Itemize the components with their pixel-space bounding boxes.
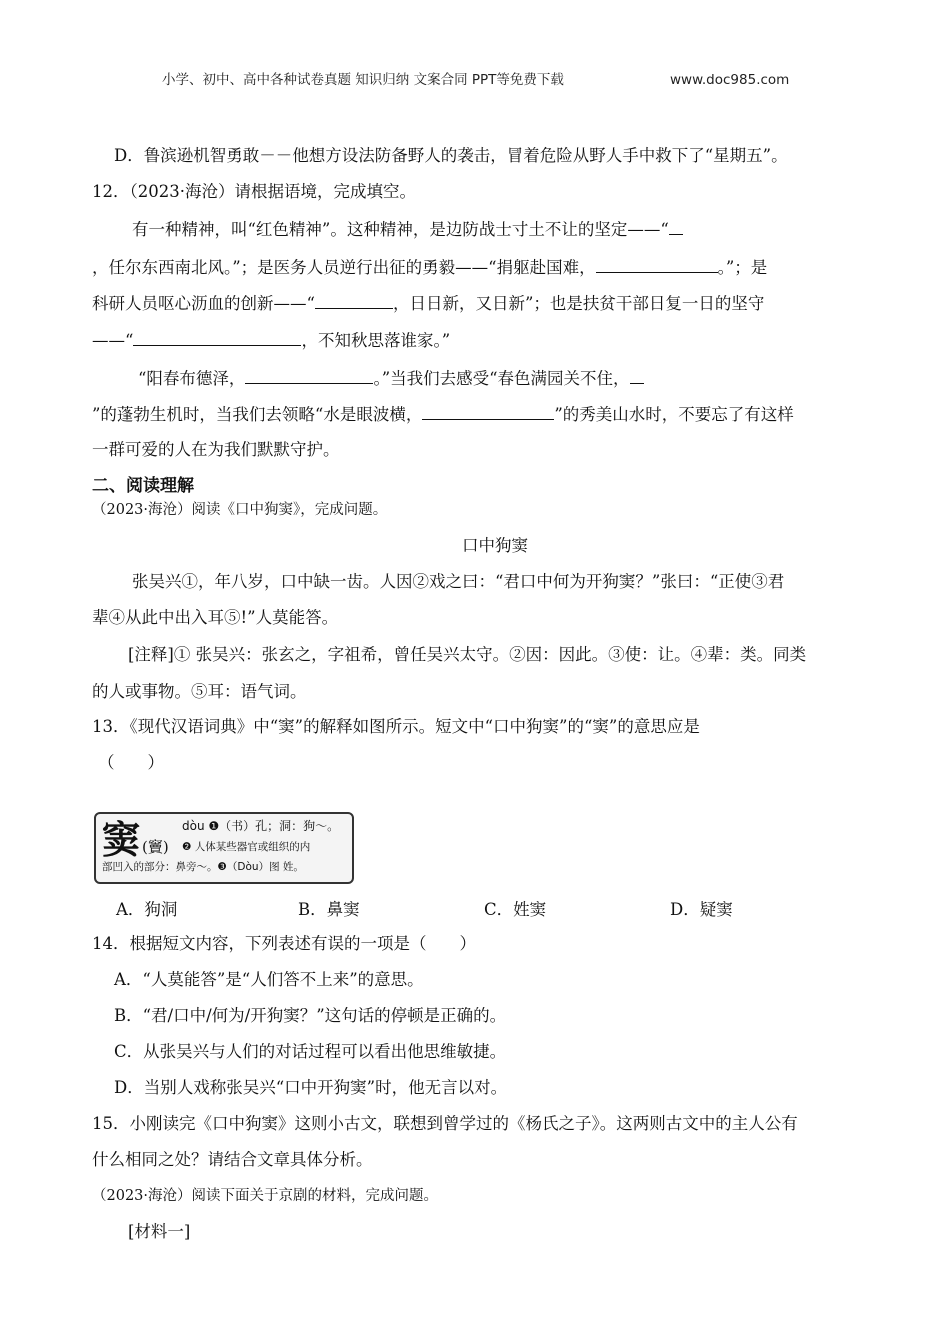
blank-6[interactable] (630, 367, 644, 384)
blank-3[interactable] (315, 292, 393, 309)
q13-option-b[interactable]: B．鼻窦 (298, 900, 360, 919)
blank-7[interactable] (422, 403, 554, 420)
dict-line2: ❷ 人体某些器官或组织的内 (182, 841, 311, 853)
q13-option-d[interactable]: D．疑窦 (670, 900, 733, 919)
q12-line7: 一群可爱的人在为我们默默守护。 (92, 440, 340, 459)
dict-char: 窦 (102, 817, 141, 862)
header-url: www.doc985.com (670, 72, 790, 88)
section-heading: 二、阅读理解 (92, 476, 194, 496)
q12-line2 (92, 256, 767, 278)
note-line2: 的人或事物。⑤耳：语气词。 (92, 682, 307, 701)
q12-line5 (138, 367, 644, 389)
q14-option-c[interactable]: C．从张吴兴与人们的对话过程可以看出他思维敏捷。 (114, 1042, 507, 1061)
q15-line2: 什么相同之处？请结合文章具体分析。 (92, 1150, 373, 1169)
q13-option-a[interactable]: A．狗洞 (116, 900, 178, 919)
q12-line1 (132, 218, 683, 240)
passage-line1: 张吴兴①，年八岁，口中缺一齿。人因②戏之曰：“君口中何为开狗窦？”张曰：“正使③君 (132, 572, 785, 591)
note-line1: [注释]① 张吴兴：张玄之，字祖希，曾任吴兴太守。②因：因此。③使：让。④辈：类。同类 (128, 645, 807, 664)
q12-line3 (92, 292, 764, 314)
q12-text: 。”当我们去感受“春色满园关不住， (373, 369, 630, 388)
q12-text: 有一种精神，叫“红色精神”。这种精神，是边防战士寸土不让的坚定——“ (132, 220, 669, 239)
q12-text: ”的秀美山水时，不要忘了有这样 (554, 405, 794, 424)
blank-4[interactable] (133, 329, 301, 346)
q15-line1: 15．小刚读完《口中狗窦》这则小古文，联想到曾学过的《杨氏之子》。这两则古文中的主人公有 (92, 1114, 798, 1133)
q14-option-d[interactable]: D．当别人戏称张吴兴“口中开狗窦”时，他无言以对。 (114, 1078, 508, 1097)
q12-text: 科研人员呕心沥血的创新——“ (92, 294, 315, 313)
passage-line2: 辈④从此中出入耳⑤!”人莫能答。 (92, 608, 339, 627)
header-text: 小学、初中、高中各种试卷真题 知识归纳 文案合同 PPT等免费下载 (162, 72, 564, 88)
q12-line6 (92, 403, 794, 425)
blank-5[interactable] (245, 367, 373, 384)
q13-paren: （ ） (98, 753, 164, 772)
q12-text: ，不知秋思落谁家。” (301, 331, 451, 350)
q12-text: “阳春布德泽， (138, 369, 246, 388)
q14-stem: 14．根据短文内容，下列表述有误的一项是（ ） (92, 934, 476, 953)
q11-option-d: D．鲁滨逊机智勇敢－－他想方设法防备野人的袭击，冒着危险从野人手中救下了“星期五”。 (114, 146, 788, 165)
q12-text: ，任尔东西南北风。”；是医务人员逆行出征的勇毅——“捐躯赴国难， (92, 258, 596, 277)
material-label: [材料一] (128, 1222, 191, 1241)
passage-title: 口中狗窦 (462, 536, 528, 555)
q12-text: ——“ (92, 331, 134, 350)
q12-line4 (92, 329, 450, 351)
section3-intro: （2023·海沧）阅读下面关于京剧的材料，完成问题。 (92, 1188, 439, 1204)
q14-option-b[interactable]: B．“君/口中/何为/开狗窦？”这句话的停顿是正确的。 (114, 1006, 507, 1025)
dict-line3: 部凹入的部分：鼻旁～。❸（Dòu）图 姓。 (102, 861, 304, 873)
q12-title: 12．（2023·海沧）请根据语境，完成填空。 (92, 182, 416, 201)
q12-text: ，日日新，又日新”；也是扶贫干部日复一日的坚守 (392, 294, 765, 313)
q14-option-a[interactable]: A．“人莫能答”是“人们答不上来”的意思。 (114, 970, 424, 989)
blank-1[interactable] (669, 218, 683, 235)
dict-trad: (竇) (142, 838, 169, 856)
section-intro: （2023·海沧）阅读《口中狗窦》，完成问题。 (92, 502, 388, 518)
q13-stem: 13．《现代汉语词典》中“窦”的解释如图所示。短文中“口中狗窦”的“窦”的意思应是 (92, 717, 700, 736)
q12-text: ”的蓬勃生机时，当我们去领略“水是眼波横， (92, 405, 423, 424)
blank-2[interactable] (596, 256, 718, 273)
dict-line1: dòu ❶（书）孔；洞：狗～。 (182, 819, 340, 833)
dictionary-entry-image (94, 812, 354, 884)
q13-option-c[interactable]: C．姓窦 (484, 900, 547, 919)
q12-text: 。”；是 (717, 258, 768, 277)
